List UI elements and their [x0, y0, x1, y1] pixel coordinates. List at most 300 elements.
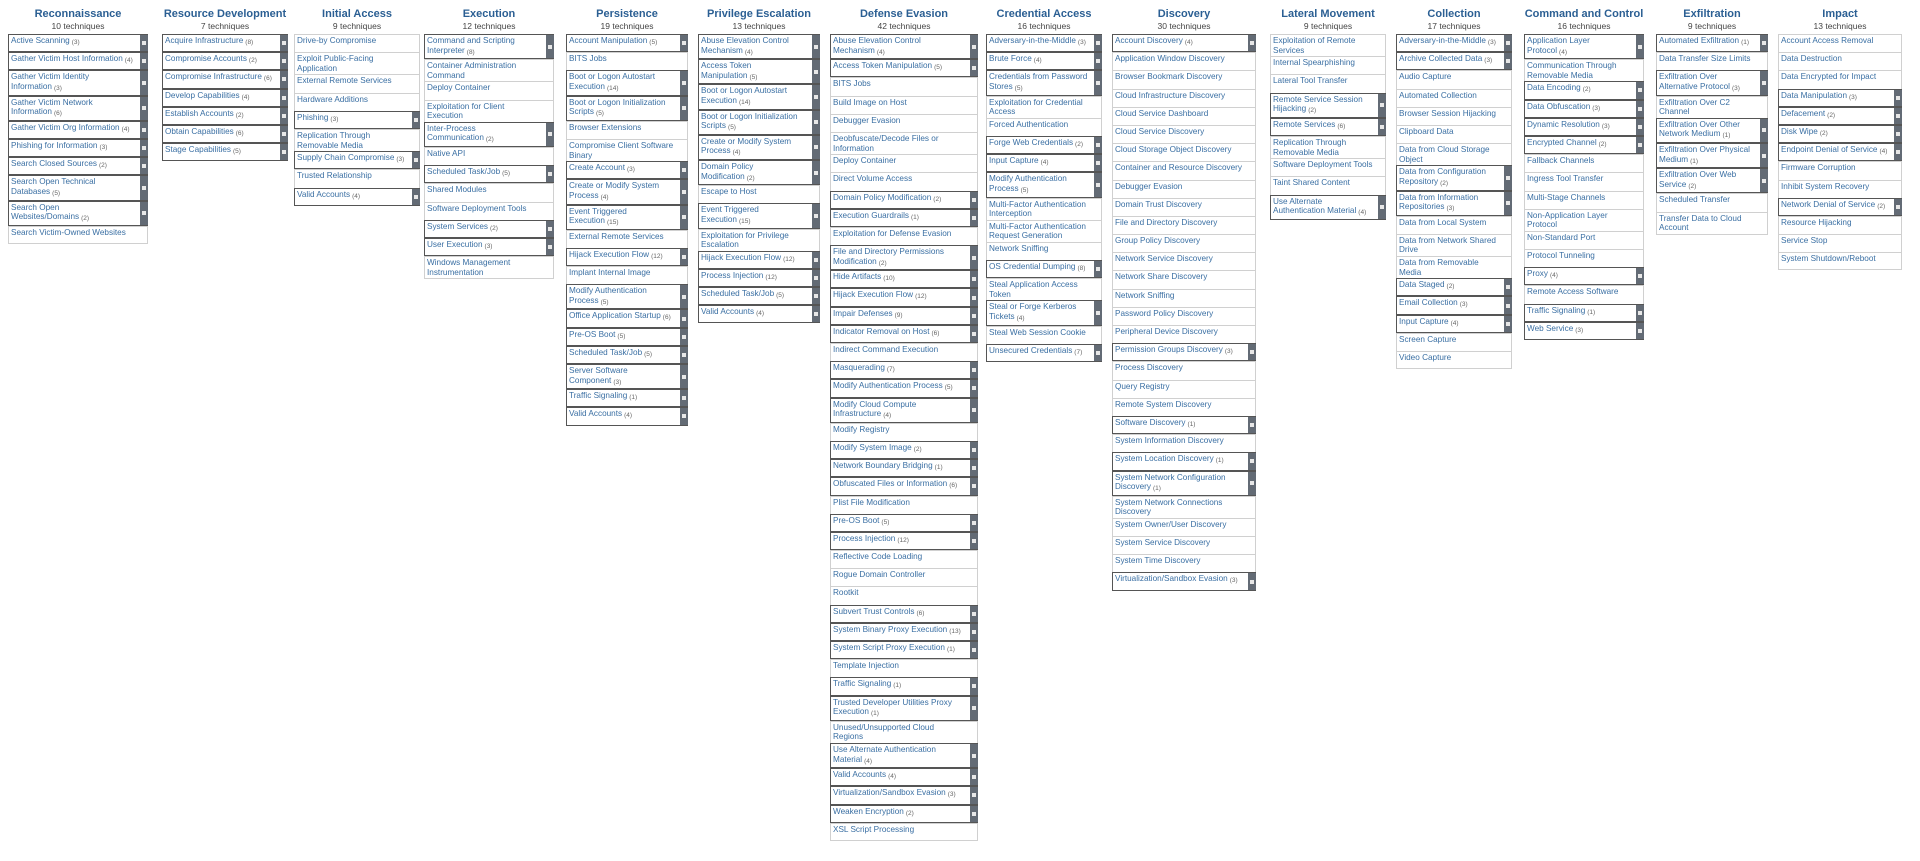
technique-cell-network-denial-of-service[interactable] [1778, 198, 1902, 216]
technique-name[interactable]: Pre-OS Boot [569, 329, 616, 339]
technique-cell-obtain-capabilities[interactable] [162, 125, 288, 143]
technique-name[interactable]: Exploitation for Credential Access [989, 97, 1083, 117]
technique-name[interactable]: Scheduled Transfer [1659, 195, 1731, 205]
expand-subtechniques-handle[interactable] [970, 769, 978, 785]
technique-name[interactable]: Virtualization/Sandbox Evasion [833, 788, 946, 798]
technique-name[interactable]: Non-Standard Port [1527, 232, 1596, 242]
technique-name[interactable]: Steal Web Session Cookie [989, 327, 1086, 337]
technique-name[interactable]: Gather Victim Org Information [11, 122, 120, 132]
technique-name[interactable]: System Script Proxy Execution [833, 643, 945, 652]
technique-cell-lateral-tool-transfer[interactable] [1270, 74, 1386, 92]
technique-name[interactable]: Data Staged [1399, 280, 1445, 290]
technique-name[interactable]: Gather Victim Host Information [11, 54, 123, 64]
expand-subtechniques-handle[interactable] [1636, 35, 1644, 58]
tactic-name[interactable]: Lateral Movement [1281, 8, 1375, 20]
technique-cell-data-transfer-size-limits[interactable] [1656, 52, 1768, 70]
tactic-name[interactable]: Initial Access [322, 8, 392, 20]
technique-cell-user-execution[interactable] [424, 238, 554, 256]
technique-name[interactable]: Data Encrypted for Impact [1781, 72, 1877, 82]
technique-cell-virtualization-sandbox-evasion[interactable] [1112, 572, 1256, 590]
technique-name[interactable]: Use Alternate Authentication Material [1273, 196, 1357, 216]
technique-name[interactable]: Software Deployment Tools [427, 203, 527, 213]
technique-name[interactable]: System Network Configuration Discovery [1115, 472, 1226, 492]
expand-subtechniques-handle[interactable] [1504, 192, 1512, 215]
technique-name[interactable]: Encrypted Channel [1527, 137, 1597, 147]
technique-cell-compromise-infrastructure[interactable] [162, 70, 288, 88]
technique-name[interactable]: Access Token Manipulation [833, 61, 933, 71]
technique-cell-network-share-discovery[interactable] [1112, 270, 1256, 288]
technique-name[interactable]: Software Discovery [1115, 417, 1186, 427]
technique-name[interactable]: Remote Service Session Hijacking [1273, 94, 1363, 114]
expand-subtechniques-handle[interactable] [1894, 144, 1902, 160]
technique-cell-direct-volume-access[interactable] [830, 172, 978, 190]
technique-name[interactable]: Drive-by Compromise [297, 36, 377, 45]
technique-cell-boot-or-logon-autostart-execution[interactable] [566, 70, 688, 95]
technique-name[interactable]: Process Discovery [1115, 363, 1183, 373]
technique-cell-exfiltration-over-c2-channel[interactable] [1656, 96, 1768, 118]
expand-subtechniques-handle[interactable] [412, 112, 420, 128]
technique-cell-shared-modules[interactable] [424, 183, 554, 201]
technique-name[interactable]: Hide Artifacts [833, 272, 882, 282]
technique-name[interactable]: Exfiltration Over Other Network Medium [1659, 119, 1740, 139]
technique-name[interactable]: OS Credential Dumping [989, 262, 1076, 272]
technique-name[interactable]: External Remote Services [297, 76, 392, 86]
technique-name[interactable]: Browser Session Hijacking [1399, 108, 1496, 118]
technique-cell-event-triggered-execution[interactable] [698, 203, 820, 228]
technique-cell-native-api[interactable] [424, 147, 554, 165]
technique-cell-gather-victim-identity-information[interactable] [8, 70, 148, 95]
expand-subtechniques-handle[interactable] [1636, 323, 1644, 339]
technique-cell-network-sniffing[interactable] [1112, 289, 1256, 307]
technique-cell-container-administration-command[interactable] [424, 59, 554, 81]
technique-name[interactable]: XSL Script Processing [833, 824, 915, 834]
expand-subtechniques-handle[interactable] [970, 533, 978, 549]
tactic-name[interactable]: Command and Control [1524, 8, 1644, 20]
technique-name[interactable]: Unsecured Credentials [989, 345, 1073, 355]
expand-subtechniques-handle[interactable] [970, 399, 978, 422]
technique-name[interactable]: Cloud Service Dashboard [1115, 108, 1209, 118]
expand-subtechniques-handle[interactable] [140, 140, 148, 156]
expand-subtechniques-handle[interactable] [1504, 35, 1512, 51]
technique-name[interactable]: File and Directory Discovery [1115, 217, 1218, 227]
tactic-header[interactable] [566, 0, 688, 34]
expand-subtechniques-handle[interactable] [970, 642, 978, 658]
technique-cell-network-sniffing[interactable] [986, 242, 1102, 260]
technique-cell-protocol-tunneling[interactable] [1524, 249, 1644, 267]
technique-cell-file-and-directory-permissions-modification[interactable] [830, 245, 978, 270]
expand-subtechniques-handle[interactable] [412, 152, 420, 168]
technique-cell-exploitation-of-remote-services[interactable] [1270, 34, 1386, 56]
technique-cell-firmware-corruption[interactable] [1778, 161, 1902, 179]
technique-name[interactable]: Password Policy Discovery [1115, 308, 1214, 318]
technique-cell-pre-os-boot[interactable] [566, 328, 688, 346]
expand-subtechniques-handle[interactable] [1248, 453, 1256, 469]
tactic-name[interactable]: Impact [1822, 8, 1858, 20]
expand-subtechniques-handle[interactable] [140, 35, 148, 51]
technique-name[interactable]: Compromise Accounts [165, 54, 247, 64]
technique-cell-steal-application-access-token[interactable] [986, 278, 1102, 300]
technique-cell-server-software-component[interactable] [566, 364, 688, 389]
technique-cell-non-standard-port[interactable] [1524, 231, 1644, 249]
technique-name[interactable]: Multi-Factor Authentication Interception [989, 199, 1086, 219]
technique-cell-input-capture[interactable] [986, 154, 1102, 172]
technique-name[interactable]: Exploit Public-Facing Application [297, 54, 374, 73]
technique-name[interactable]: Remote Services [1273, 119, 1336, 129]
technique-cell-modify-registry[interactable] [830, 423, 978, 441]
technique-cell-drive-by-compromise[interactable] [294, 34, 420, 52]
technique-cell-scheduled-task-job[interactable] [566, 346, 688, 364]
expand-subtechniques-handle[interactable] [1504, 53, 1512, 69]
technique-cell-exploitation-for-client-execution[interactable] [424, 100, 554, 122]
technique-cell-acquire-infrastructure[interactable] [162, 34, 288, 52]
technique-cell-system-location-discovery[interactable] [1112, 452, 1256, 470]
technique-cell-screen-capture[interactable] [1396, 333, 1512, 351]
expand-subtechniques-handle[interactable] [1636, 268, 1644, 284]
expand-subtechniques-handle[interactable] [1636, 305, 1644, 321]
technique-cell-non-application-layer-protocol[interactable] [1524, 209, 1644, 231]
technique-name[interactable]: Hijack Execution Flow [569, 249, 650, 259]
technique-cell-exfiltration-over-alternative-protocol[interactable] [1656, 70, 1768, 95]
expand-subtechniques-handle[interactable] [812, 111, 820, 134]
technique-cell-bits-jobs[interactable] [566, 52, 688, 70]
technique-cell-valid-accounts[interactable] [566, 407, 688, 425]
technique-name[interactable]: Cloud Service Discovery [1115, 126, 1205, 136]
tactic-header[interactable] [1778, 0, 1902, 34]
tactic-name[interactable]: Exfiltration [1683, 8, 1741, 20]
technique-name[interactable]: Screen Capture [1399, 334, 1457, 344]
technique-name[interactable]: Firmware Corruption [1781, 163, 1856, 173]
expand-subtechniques-handle[interactable] [1894, 90, 1902, 106]
technique-name[interactable]: Resource Hijacking [1781, 217, 1852, 227]
technique-name[interactable]: Remote System Discovery [1115, 399, 1212, 409]
expand-subtechniques-handle[interactable] [680, 249, 688, 265]
expand-subtechniques-handle[interactable] [970, 478, 978, 494]
technique-name[interactable]: Communication Through Removable Media [1527, 61, 1617, 80]
technique-cell-traffic-signaling[interactable] [1524, 304, 1644, 322]
technique-name[interactable]: Defacement [1781, 108, 1826, 118]
technique-name[interactable]: Hijack Execution Flow [701, 252, 782, 262]
technique-cell-search-open-technical-databases[interactable] [8, 175, 148, 200]
technique-cell-process-discovery[interactable] [1112, 361, 1256, 379]
expand-subtechniques-handle[interactable] [680, 180, 688, 203]
technique-name[interactable]: Modify Registry [833, 424, 890, 434]
technique-name[interactable]: Replication Through Removable Media [297, 130, 371, 150]
technique-name[interactable]: Remote Access Software [1527, 287, 1619, 297]
technique-name[interactable]: BITS Jobs [569, 54, 607, 64]
technique-name[interactable]: Automated Exfiltration [1659, 36, 1740, 45]
technique-cell-event-triggered-execution[interactable] [566, 205, 688, 230]
expand-subtechniques-handle[interactable] [1894, 126, 1902, 142]
expand-subtechniques-handle[interactable] [546, 166, 554, 182]
expand-subtechniques-handle[interactable] [1378, 196, 1386, 219]
expand-subtechniques-handle[interactable] [1094, 261, 1102, 277]
technique-cell-account-access-removal[interactable] [1778, 34, 1902, 52]
technique-name[interactable]: Exploitation for Privilege Escalation [701, 230, 789, 250]
technique-name[interactable]: Escape to Host [701, 187, 757, 197]
tactic-name[interactable]: Defense Evasion [859, 8, 949, 20]
expand-subtechniques-handle[interactable] [680, 310, 688, 326]
technique-name[interactable]: Traffic Signaling [1527, 305, 1586, 315]
technique-name[interactable]: Cloud Infrastructure Discovery [1115, 90, 1226, 100]
technique-cell-inter-process-communication[interactable] [424, 122, 554, 147]
technique-name[interactable]: Exploitation of Remote Services [1273, 36, 1356, 55]
technique-name[interactable]: Plist File Modification [833, 497, 910, 507]
technique-cell-exploit-public-facing-application[interactable] [294, 52, 420, 74]
technique-name[interactable]: Modify Authentication Process [989, 174, 1067, 193]
expand-subtechniques-handle[interactable] [1760, 71, 1768, 94]
technique-cell-use-alternate-authentication-material[interactable] [830, 743, 978, 768]
technique-cell-rootkit[interactable] [830, 586, 978, 604]
technique-cell-exfiltration-over-other-network-medium[interactable] [1656, 118, 1768, 143]
technique-cell-remote-system-discovery[interactable] [1112, 398, 1256, 416]
technique-cell-traffic-signaling[interactable] [830, 677, 978, 695]
technique-name[interactable]: Exfiltration Over Physical Medium [1659, 144, 1751, 164]
technique-name[interactable]: Container Administration Command [427, 61, 517, 80]
technique-cell-gather-victim-org-information[interactable] [8, 121, 148, 139]
technique-cell-exploitation-for-defense-evasion[interactable] [830, 227, 978, 245]
technique-cell-cloud-service-discovery[interactable] [1112, 125, 1256, 143]
technique-cell-domain-trust-discovery[interactable] [1112, 198, 1256, 216]
technique-cell-cloud-service-dashboard[interactable] [1112, 107, 1256, 125]
expand-subtechniques-handle[interactable] [280, 126, 288, 142]
technique-name[interactable]: Shared Modules [427, 185, 487, 195]
technique-name[interactable]: Data Obfuscation [1527, 101, 1591, 111]
technique-name[interactable]: System Information Discovery [1115, 436, 1224, 446]
expand-subtechniques-handle[interactable] [970, 515, 978, 531]
expand-subtechniques-handle[interactable] [1894, 108, 1902, 124]
tactic-name[interactable]: Resource Development [163, 8, 287, 20]
technique-name[interactable]: Input Capture [1399, 316, 1449, 326]
technique-name[interactable]: Clipboard Data [1399, 126, 1454, 136]
technique-name[interactable]: Exfiltration Over Web Service [1659, 170, 1737, 189]
technique-name[interactable]: Template Injection [833, 661, 899, 671]
technique-name[interactable]: Data Destruction [1781, 54, 1842, 64]
technique-cell-use-alternate-authentication-material[interactable] [1270, 195, 1386, 220]
technique-name[interactable]: Exploitation for Defense Evasion [833, 228, 952, 238]
expand-subtechniques-handle[interactable] [970, 460, 978, 476]
expand-subtechniques-handle[interactable] [1636, 101, 1644, 117]
technique-cell-scheduled-task-job[interactable] [424, 165, 554, 183]
technique-cell-xsl-script-processing[interactable] [830, 823, 978, 841]
technique-cell-system-script-proxy-execution[interactable] [830, 641, 978, 659]
technique-name[interactable]: Steal or Forge Kerberos Tickets [989, 302, 1077, 322]
technique-name[interactable]: Build Image on Host [833, 97, 907, 107]
technique-name[interactable]: Implant Internal Image [569, 268, 651, 278]
expand-subtechniques-handle[interactable] [680, 365, 688, 388]
technique-name[interactable]: Debugger Evasion [1115, 181, 1183, 191]
tactic-name[interactable]: Reconnaissance [34, 8, 122, 20]
technique-name[interactable]: Boot or Logon Initialization Scripts [569, 97, 666, 117]
technique-name[interactable]: Domain Policy Modification [833, 192, 932, 202]
technique-cell-deobfuscate-decode-files-or-information[interactable] [830, 132, 978, 154]
technique-cell-encrypted-channel[interactable] [1524, 136, 1644, 154]
technique-name[interactable]: Impair Defenses [833, 308, 893, 318]
expand-subtechniques-handle[interactable] [970, 35, 978, 58]
technique-cell-weaken-encryption[interactable] [830, 805, 978, 823]
technique-name[interactable]: BITS Jobs [833, 79, 871, 89]
expand-subtechniques-handle[interactable] [680, 285, 688, 308]
expand-subtechniques-handle[interactable] [1094, 173, 1102, 196]
technique-cell-reflective-code-loading[interactable] [830, 550, 978, 568]
expand-subtechniques-handle[interactable] [280, 108, 288, 124]
technique-cell-account-discovery[interactable] [1112, 34, 1256, 52]
technique-cell-data-obfuscation[interactable] [1524, 100, 1644, 118]
technique-cell-process-injection[interactable] [698, 269, 820, 287]
technique-cell-virtualization-sandbox-evasion[interactable] [830, 786, 978, 804]
technique-name[interactable]: System Services [427, 221, 488, 231]
technique-cell-create-account[interactable] [566, 161, 688, 179]
technique-cell-data-manipulation[interactable] [1778, 89, 1902, 107]
technique-name[interactable]: Credentials from Password Stores [989, 72, 1088, 91]
technique-cell-bits-jobs[interactable] [830, 77, 978, 95]
technique-cell-process-injection[interactable] [830, 532, 978, 550]
expand-subtechniques-handle[interactable] [1636, 119, 1644, 135]
technique-name[interactable]: Modify Authentication Process [569, 286, 647, 305]
technique-name[interactable]: Stage Capabilities [165, 145, 231, 155]
technique-name[interactable]: Archive Collected Data [1399, 54, 1483, 64]
technique-name[interactable]: Create Account [569, 163, 625, 173]
technique-name[interactable]: System Location Discovery [1115, 454, 1214, 464]
technique-name[interactable]: Valid Accounts [701, 307, 755, 317]
technique-cell-debugger-evasion[interactable] [830, 114, 978, 132]
technique-cell-system-information-discovery[interactable] [1112, 434, 1256, 452]
technique-cell-hijack-execution-flow[interactable] [830, 288, 978, 306]
technique-name[interactable]: Data from Removable Media [1399, 258, 1479, 277]
technique-name[interactable]: Inter-Process Communication [427, 123, 484, 143]
technique-cell-taint-shared-content[interactable] [1270, 176, 1386, 194]
expand-subtechniques-handle[interactable] [1094, 71, 1102, 94]
technique-cell-web-service[interactable] [1524, 322, 1644, 340]
technique-name[interactable]: Data Encoding [1527, 83, 1581, 93]
technique-name[interactable]: System Network Connections Discovery [1115, 497, 1223, 517]
expand-subtechniques-handle[interactable] [1094, 53, 1102, 69]
technique-cell-network-service-discovery[interactable] [1112, 252, 1256, 270]
technique-name[interactable]: Multi-Factor Authentication Request Generation [989, 221, 1086, 241]
technique-name[interactable]: Permission Groups Discovery [1115, 345, 1223, 355]
technique-name[interactable]: Compromise Client Software Binary [569, 140, 674, 160]
technique-name[interactable]: Adversary-in-the-Middle [989, 36, 1076, 45]
technique-name[interactable]: Use Alternate Authentication Material [833, 744, 936, 764]
tactic-header[interactable] [8, 0, 148, 34]
technique-cell-hardware-additions[interactable] [294, 93, 420, 111]
expand-subtechniques-handle[interactable] [280, 90, 288, 106]
technique-name[interactable]: Cloud Storage Object Discovery [1115, 145, 1232, 155]
technique-cell-access-token-manipulation[interactable] [698, 59, 820, 84]
technique-name[interactable]: Application Layer Protocol [1527, 36, 1590, 55]
technique-name[interactable]: Event Triggered Execution [701, 205, 759, 224]
expand-subtechniques-handle[interactable] [546, 221, 554, 237]
technique-name[interactable]: Adversary-in-the-Middle [1399, 36, 1486, 45]
technique-cell-software-discovery[interactable] [1112, 416, 1256, 434]
expand-subtechniques-handle[interactable] [812, 288, 820, 304]
technique-name[interactable]: Unused/Unsupported Cloud Regions [833, 722, 935, 742]
technique-name[interactable]: Establish Accounts [165, 108, 234, 118]
technique-cell-exfiltration-over-physical-medium[interactable] [1656, 143, 1768, 168]
technique-cell-brute-force[interactable] [986, 52, 1102, 70]
technique-cell-steal-or-forge-kerberos-tickets[interactable] [986, 300, 1102, 325]
technique-name[interactable]: Service Stop [1781, 236, 1828, 246]
technique-name[interactable]: Traffic Signaling [569, 391, 628, 401]
technique-cell-template-injection[interactable] [830, 659, 978, 677]
tactic-header[interactable] [162, 0, 288, 34]
technique-cell-active-scanning[interactable] [8, 34, 148, 52]
expand-subtechniques-handle[interactable] [970, 271, 978, 287]
technique-cell-software-deployment-tools[interactable] [1270, 158, 1386, 176]
technique-name[interactable]: Deploy Container [427, 83, 491, 93]
technique-name[interactable]: Search Victim-Owned Websites [11, 227, 126, 237]
technique-name[interactable]: Application Window Discovery [1115, 54, 1225, 64]
expand-subtechniques-handle[interactable] [280, 144, 288, 160]
expand-subtechniques-handle[interactable] [1094, 35, 1102, 51]
technique-name[interactable]: Virtualization/Sandbox Evasion [1115, 574, 1228, 584]
technique-cell-search-victim-owned-websites[interactable] [8, 226, 148, 244]
technique-name[interactable]: Network Sniffing [1115, 290, 1175, 300]
expand-subtechniques-handle[interactable] [1760, 119, 1768, 142]
technique-cell-establish-accounts[interactable] [162, 107, 288, 125]
technique-cell-create-or-modify-system-process[interactable] [566, 179, 688, 204]
technique-cell-modify-cloud-compute-infrastructure[interactable] [830, 398, 978, 423]
expand-subtechniques-handle[interactable] [1504, 297, 1512, 313]
technique-name[interactable]: Network Boundary Bridging [833, 461, 933, 471]
technique-cell-communication-through-removable-media[interactable] [1524, 59, 1644, 81]
expand-subtechniques-handle[interactable] [140, 97, 148, 120]
technique-cell-execution-guardrails[interactable] [830, 209, 978, 227]
technique-name[interactable]: Internal Spearphishing [1273, 58, 1355, 68]
technique-cell-password-policy-discovery[interactable] [1112, 307, 1256, 325]
expand-subtechniques-handle[interactable] [812, 60, 820, 83]
technique-name[interactable]: Automated Collection [1399, 90, 1477, 100]
technique-name[interactable]: Transfer Data to Cloud Account [1659, 213, 1742, 233]
technique-cell-browser-session-hijacking[interactable] [1396, 107, 1512, 125]
technique-cell-data-from-local-system[interactable] [1396, 216, 1512, 234]
technique-name[interactable]: Account Manipulation [569, 36, 648, 45]
technique-name[interactable]: Group Policy Discovery [1115, 236, 1201, 246]
expand-subtechniques-handle[interactable] [1760, 144, 1768, 167]
technique-name[interactable]: Endpoint Denial of Service [1781, 145, 1878, 155]
technique-name[interactable]: Native API [427, 148, 466, 158]
technique-cell-ingress-tool-transfer[interactable] [1524, 172, 1644, 190]
technique-cell-debugger-evasion[interactable] [1112, 180, 1256, 198]
technique-cell-command-and-scripting-interpreter[interactable] [424, 34, 554, 59]
technique-cell-remote-access-software[interactable] [1524, 285, 1644, 303]
expand-subtechniques-handle[interactable] [1636, 82, 1644, 98]
technique-cell-adversary-in-the-middle[interactable] [986, 34, 1102, 52]
technique-name[interactable]: Office Application Startup [569, 311, 661, 321]
technique-name[interactable]: Modify Authentication Process [833, 381, 943, 391]
technique-name[interactable]: Phishing for Information [11, 140, 98, 150]
technique-cell-hijack-execution-flow[interactable] [698, 251, 820, 269]
technique-name[interactable]: Email Collection [1399, 298, 1458, 308]
technique-name[interactable]: Rootkit [833, 588, 859, 598]
technique-cell-abuse-elevation-control-mechanism[interactable] [698, 34, 820, 59]
technique-name[interactable]: System Service Discovery [1115, 538, 1211, 548]
technique-cell-application-layer-protocol[interactable] [1524, 34, 1644, 59]
technique-name[interactable]: Audio Capture [1399, 72, 1452, 82]
technique-name[interactable]: Obtain Capabilities [165, 126, 234, 136]
expand-subtechniques-handle[interactable] [812, 85, 820, 108]
technique-name[interactable]: Create or Modify System Process [569, 181, 660, 200]
technique-cell-domain-policy-modification[interactable] [830, 191, 978, 209]
technique-name[interactable]: Data Manipulation [1781, 90, 1847, 100]
technique-name[interactable]: Brute Force [989, 54, 1032, 64]
technique-name[interactable]: Masquerading [833, 363, 885, 373]
expand-subtechniques-handle[interactable] [970, 744, 978, 767]
technique-name[interactable]: Account Access Removal [1781, 36, 1874, 45]
technique-cell-proxy[interactable] [1524, 267, 1644, 285]
technique-name[interactable]: Phishing [297, 112, 329, 122]
technique-cell-steal-web-session-cookie[interactable] [986, 326, 1102, 344]
technique-cell-remote-service-session-hijacking[interactable] [1270, 93, 1386, 118]
